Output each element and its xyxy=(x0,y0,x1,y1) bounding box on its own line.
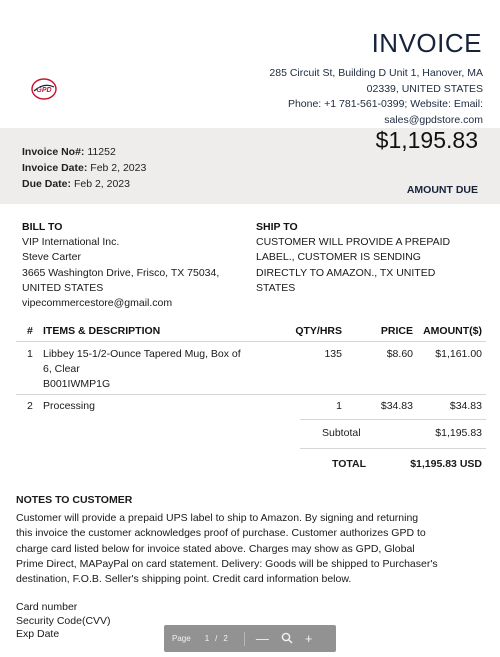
total-value: $1,195.83 USD xyxy=(410,458,482,470)
ship-to-line: CUSTOMER WILL PROVIDE A PREPAID xyxy=(256,236,451,249)
amount-due-value: $1,195.83 xyxy=(375,127,478,153)
exp-date-label: Exp Date xyxy=(16,628,60,640)
total-label: TOTAL xyxy=(332,458,367,470)
ship-to-line: DIRECTLY TO AMAZON., TX UNITED xyxy=(256,266,436,279)
invoice-date: Invoice Date: Feb 2, 2023 xyxy=(22,162,147,174)
bill-to-line: VIP International Inc. xyxy=(22,236,120,249)
notes-heading: NOTES TO CUSTOMER xyxy=(16,494,133,506)
address-line: 02339, UNITED STATES xyxy=(366,82,483,95)
row-description: Processing xyxy=(43,400,95,412)
col-header-price: PRICE xyxy=(380,325,413,337)
ship-to-line: LABEL., CUSTOMER IS SENDING xyxy=(256,251,421,264)
row-amount: $34.83 xyxy=(449,400,482,412)
invoice-meta xyxy=(22,144,146,192)
row-number: 2 xyxy=(27,400,33,412)
contact-line: Phone: +1 781-561-0399; Website: Email: xyxy=(287,98,483,110)
due-date: Due Date: Feb 2, 2023 xyxy=(22,178,130,190)
row-divider xyxy=(16,394,486,395)
col-header-description: ITEMS & DESCRIPTION xyxy=(43,325,161,337)
subtotal-divider xyxy=(300,419,486,420)
toolbar-separator xyxy=(244,632,245,646)
row-number: 1 xyxy=(27,348,33,360)
zoom-out-button[interactable]: — xyxy=(255,631,269,646)
zoom-in-button[interactable]: + xyxy=(304,631,313,646)
col-header-amount: AMOUNT($) xyxy=(423,325,482,337)
row-amount: $1,161.00 xyxy=(435,348,482,360)
security-code-label: Security Code(CVV) xyxy=(16,614,111,627)
row-qty: 1 xyxy=(336,400,342,412)
row-price: $34.83 xyxy=(380,400,413,412)
row-price: $8.60 xyxy=(386,348,413,360)
company-address xyxy=(223,66,483,128)
table-header-divider xyxy=(16,341,486,342)
ship-to-line: STATES xyxy=(256,281,296,294)
invoice-title: INVOICE xyxy=(371,28,482,58)
col-header-qty: QTY/HRS xyxy=(295,325,342,337)
notes-body: Customer will provide a prepaid UPS label to ship to Amazon. By signing and returning this invoice the customer acknowledges proof of purchase. Customer authorizes GPD to charge card listed below for invoice stated above. Charges may show as GPD, Global Prime Direct, MAPayPal on card statement. Delivery: Goods will be shipped to Purchaser's destination, F.O.B. Seller's shipping point. Credit card information below. xyxy=(16,512,438,586)
bill-to-email: vipecommercestore@gmail.com xyxy=(22,297,173,310)
zoom-icon[interactable] xyxy=(278,632,296,646)
ship-to-section xyxy=(256,220,471,296)
pdf-page-toolbar xyxy=(164,625,336,652)
page-label: Page xyxy=(172,634,191,643)
total-pages: 2 xyxy=(223,634,228,643)
bill-to-line: 3665 Washington Drive, Frisco, TX 75034, xyxy=(22,266,220,279)
invoice-number: Invoice No#: 11252 xyxy=(22,146,116,158)
col-header-number: # xyxy=(27,325,33,337)
card-number-label: Card number xyxy=(16,601,78,613)
bill-to-heading: BILL TO xyxy=(22,221,63,233)
bill-to-section xyxy=(22,220,252,311)
logo-text: GPD xyxy=(36,87,52,94)
card-info xyxy=(16,601,111,642)
row-qty: 135 xyxy=(324,348,342,360)
total-divider xyxy=(300,448,486,449)
row-description: Libbey 15-1/2-Ounce Tapered Mug, Box of 6, Clear B001IWMP1G xyxy=(43,348,241,390)
current-page-input[interactable]: 1 xyxy=(204,634,210,643)
bill-to-line: UNITED STATES xyxy=(22,281,104,294)
page-divider: / xyxy=(215,634,218,643)
company-logo xyxy=(31,78,57,100)
subtotal-label: Subtotal xyxy=(322,427,361,439)
email-line: sales@gpdstore.com xyxy=(384,113,483,126)
amount-due-label: AMOUNT DUE xyxy=(406,184,478,196)
subtotal-value: $1,195.83 xyxy=(435,427,482,439)
bill-to-line: Steve Carter xyxy=(22,251,81,264)
ship-to-heading: SHIP TO xyxy=(256,221,298,233)
address-line: 285 Circuit St, Building D Unit 1, Hanover, MA xyxy=(269,67,483,79)
